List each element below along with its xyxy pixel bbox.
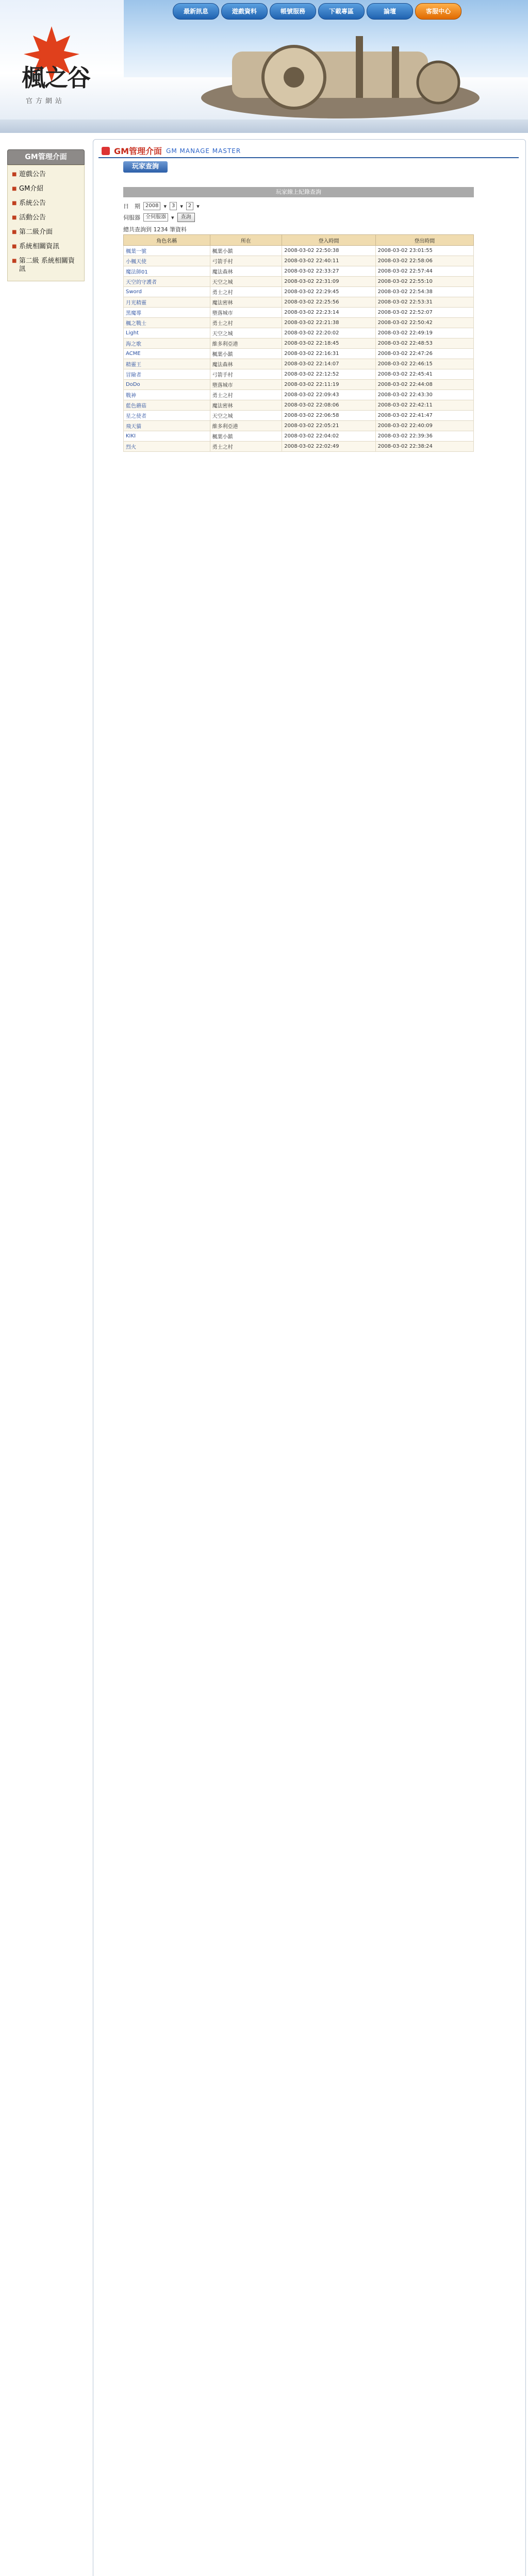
location-cell: 楓葉小鎮 — [210, 246, 282, 256]
character-name-cell[interactable]: 海之歌 — [124, 338, 210, 349]
sidebar-item-announcements[interactable] — [8, 167, 84, 182]
character-name-cell[interactable]: 精靈王 — [124, 359, 210, 369]
logo-subtitle: 官方網站 — [26, 97, 65, 105]
sidebar-item-label: 系統相關資訊 — [19, 243, 60, 250]
divider — [98, 157, 519, 158]
login-time-cell: 2008-03-02 22:02:49 — [282, 442, 375, 452]
table-header-row — [124, 235, 474, 246]
site-logo[interactable] — [15, 23, 113, 106]
results-table — [123, 234, 474, 452]
main-header — [102, 145, 241, 157]
sidebar-item-events[interactable] — [8, 211, 84, 225]
login-time-cell: 2008-03-02 22:14:07 — [282, 359, 375, 369]
character-name-cell[interactable]: 天空的守護者 — [124, 277, 210, 287]
logout-time-cell: 2008-03-02 22:45:41 — [375, 369, 473, 380]
login-time-cell: 2008-03-02 22:16:31 — [282, 349, 375, 359]
sidebar-item-second-system-info[interactable] — [8, 254, 84, 277]
airship-illustration — [170, 21, 490, 124]
logout-time-cell: 2008-03-02 22:54:38 — [375, 287, 473, 297]
sidebar-item-second-level[interactable] — [8, 225, 84, 240]
location-cell: 魔法森林 — [210, 266, 282, 277]
character-name-cell[interactable]: KIKI — [124, 431, 210, 442]
character-name-cell[interactable]: 楓之戰士 — [124, 318, 210, 328]
login-time-cell: 2008-03-02 22:06:58 — [282, 411, 375, 421]
location-cell: 弓箭手村 — [210, 369, 282, 380]
server-row — [123, 212, 474, 223]
login-time-cell: 2008-03-02 22:29:45 — [282, 287, 375, 297]
logout-time-cell: 2008-03-02 22:43:30 — [375, 390, 473, 400]
sidebar-item-label: 活動公告 — [19, 214, 46, 222]
logout-time-cell: 2008-03-02 22:46:15 — [375, 359, 473, 369]
location-cell: 勇士之村 — [210, 287, 282, 297]
location-cell: 天空之城 — [210, 277, 282, 287]
character-name-cell[interactable]: ACME — [124, 349, 210, 359]
year-select[interactable]: 2008 — [143, 202, 160, 210]
login-time-cell: 2008-03-02 22:25:56 — [282, 297, 375, 308]
logout-time-cell: 2008-03-02 22:50:42 — [375, 318, 473, 328]
bullet-icon: ■ — [12, 200, 17, 206]
character-name-cell[interactable]: DoDo — [124, 380, 210, 390]
query-bar-title: 玩家線上紀錄查詢 — [123, 187, 474, 197]
login-time-cell: 2008-03-02 22:50:38 — [282, 246, 375, 256]
location-cell: 勇士之村 — [210, 390, 282, 400]
sidebar-title: GM管理介面 — [7, 149, 85, 165]
table-row — [124, 359, 474, 369]
logout-time-cell: 2008-03-02 22:40:09 — [375, 421, 473, 431]
table-row — [124, 400, 474, 411]
table-row — [124, 369, 474, 380]
character-name-cell[interactable]: 冒險者 — [124, 369, 210, 380]
location-cell: 天空之城 — [210, 411, 282, 421]
character-name-cell[interactable]: 星之使者 — [124, 411, 210, 421]
bullet-icon: ■ — [12, 186, 17, 192]
character-name-cell[interactable]: 黑魔導 — [124, 308, 210, 318]
nav-download[interactable]: 下載專區 — [318, 3, 365, 20]
sidebar-item-system-info[interactable] — [8, 240, 84, 254]
logout-time-cell: 2008-03-02 22:47:26 — [375, 349, 473, 359]
server-select[interactable]: 全伺服器 — [143, 213, 168, 222]
sidebar-item-gm-intro[interactable] — [8, 182, 84, 196]
date-label: 日 期 — [123, 203, 140, 210]
logout-time-cell: 2008-03-02 22:41:47 — [375, 411, 473, 421]
login-time-cell: 2008-03-02 22:09:43 — [282, 390, 375, 400]
table-row — [124, 318, 474, 328]
table-row — [124, 390, 474, 400]
character-name-cell[interactable]: Light — [124, 328, 210, 338]
login-time-cell: 2008-03-02 22:11:19 — [282, 380, 375, 390]
table-row — [124, 256, 474, 266]
chevron-down-icon[interactable]: ▾ — [196, 202, 200, 210]
column-header[interactable]: 角色名稱 — [124, 235, 210, 246]
table-row — [124, 308, 474, 318]
login-time-cell: 2008-03-02 22:12:52 — [282, 369, 375, 380]
location-cell: 楓葉小鎮 — [210, 431, 282, 442]
main-panel — [93, 139, 526, 2576]
logo-text: 楓之谷 — [22, 64, 90, 92]
character-name-cell[interactable]: 戰神 — [124, 390, 210, 400]
sidebar-item-label: 第二級介面 — [19, 228, 53, 236]
location-cell: 維多利亞港 — [210, 338, 282, 349]
location-cell: 魔法密林 — [210, 297, 282, 308]
location-cell: 維多利亞港 — [210, 421, 282, 431]
server-label: 伺服器 — [123, 214, 140, 221]
location-cell: 楓葉小鎮 — [210, 349, 282, 359]
location-cell: 勇士之村 — [210, 442, 282, 452]
logout-time-cell: 2008-03-02 22:55:10 — [375, 277, 473, 287]
logout-time-cell: 2008-03-02 23:01:55 — [375, 246, 473, 256]
location-cell: 弓箭手村 — [210, 256, 282, 266]
table-row — [124, 380, 474, 390]
location-cell: 魔法密林 — [210, 400, 282, 411]
logout-time-cell: 2008-03-02 22:44:08 — [375, 380, 473, 390]
nav-account[interactable]: 帳號服務 — [270, 3, 316, 20]
logout-time-cell: 2008-03-02 22:48:53 — [375, 338, 473, 349]
table-row — [124, 442, 474, 452]
logout-time-cell: 2008-03-02 22:39:36 — [375, 431, 473, 442]
login-time-cell: 2008-03-02 22:23:14 — [282, 308, 375, 318]
column-header[interactable]: 登入時間 — [282, 235, 375, 246]
logout-time-cell: 2008-03-02 22:53:31 — [375, 297, 473, 308]
logout-time-cell: 2008-03-02 22:52:07 — [375, 308, 473, 318]
month-select[interactable]: 3 — [170, 202, 177, 210]
column-header[interactable]: 登出時間 — [375, 235, 473, 246]
login-time-cell: 2008-03-02 22:31:09 — [282, 277, 375, 287]
location-cell: 勇士之村 — [210, 318, 282, 328]
chevron-down-icon[interactable]: ▾ — [163, 202, 167, 210]
column-header[interactable]: 所在 — [210, 235, 282, 246]
login-time-cell: 2008-03-02 22:33:27 — [282, 266, 375, 277]
logout-time-cell: 2008-03-02 22:58:06 — [375, 256, 473, 266]
result-count: 總共查詢到 1234 筆資料 — [123, 226, 187, 233]
login-time-cell: 2008-03-02 22:20:02 — [282, 328, 375, 338]
sidebar-item-label: 遊戲公告 — [19, 171, 46, 178]
login-time-cell: 2008-03-02 22:18:45 — [282, 338, 375, 349]
table-row — [124, 349, 474, 359]
character-name-cell[interactable]: 小楓天使 — [124, 256, 210, 266]
nav-support[interactable]: 客服中心 — [415, 3, 461, 20]
chevron-down-icon[interactable]: ▾ — [171, 214, 174, 221]
character-name-cell[interactable]: 飛天貓 — [124, 421, 210, 431]
character-name-cell[interactable]: 魔法師01 — [124, 266, 210, 277]
bullet-icon: ■ — [12, 229, 17, 235]
location-cell: 天空之城 — [210, 328, 282, 338]
character-name-cell[interactable]: Sword — [124, 287, 210, 297]
login-time-cell: 2008-03-02 22:08:06 — [282, 400, 375, 411]
table-row — [124, 277, 474, 287]
table-row — [124, 287, 474, 297]
bullet-icon: ■ — [12, 258, 17, 264]
table-row — [124, 266, 474, 277]
table-body — [124, 246, 474, 452]
character-name-cell[interactable]: 烈火 — [124, 442, 210, 452]
sidebar — [7, 149, 85, 281]
submit-button[interactable]: 查詢 — [177, 213, 195, 222]
query-form — [123, 200, 474, 223]
sidebar-item-label: 系統公告 — [19, 199, 46, 207]
logout-time-cell: 2008-03-02 22:49:19 — [375, 328, 473, 338]
main-title: GM管理介面 — [114, 146, 162, 156]
table-row — [124, 411, 474, 421]
gm-icon — [102, 147, 110, 155]
login-time-cell: 2008-03-02 22:05:21 — [282, 421, 375, 431]
sidebar-item-label: GM介紹 — [19, 185, 44, 193]
nav-game-info[interactable]: 遊戲資料 — [221, 3, 268, 20]
table-row — [124, 246, 474, 256]
location-cell: 墮落城市 — [210, 308, 282, 318]
login-time-cell: 2008-03-02 22:04:02 — [282, 431, 375, 442]
table-row — [124, 421, 474, 431]
bullet-icon: ■ — [12, 244, 17, 249]
logout-time-cell: 2008-03-02 22:57:44 — [375, 266, 473, 277]
nav-forum[interactable]: 論壇 — [367, 3, 413, 20]
sidebar-item-label: 第二級 系統相關資訊 — [19, 257, 75, 273]
sidebar-item-system-notice[interactable] — [8, 196, 84, 211]
nav-news[interactable]: 最新訊息 — [173, 3, 219, 20]
header-floor — [0, 120, 528, 133]
character-name-cell[interactable]: 月光精靈 — [124, 297, 210, 308]
day-select[interactable]: 2 — [186, 202, 193, 210]
login-time-cell: 2008-03-02 22:40:11 — [282, 256, 375, 266]
bullet-icon: ■ — [12, 215, 17, 221]
bullet-icon: ■ — [12, 172, 17, 177]
location-cell: 墮落城市 — [210, 380, 282, 390]
logout-time-cell: 2008-03-02 22:38:24 — [375, 442, 473, 452]
table-row — [124, 297, 474, 308]
location-cell: 魔法森林 — [210, 359, 282, 369]
tab-player-query[interactable]: 玩家查詢 — [123, 161, 168, 173]
table-row — [124, 431, 474, 442]
chevron-down-icon[interactable]: ▾ — [180, 202, 183, 210]
site-header — [0, 0, 528, 133]
character-name-cell[interactable]: 楓葉一號 — [124, 246, 210, 256]
sidebar-list — [7, 165, 85, 281]
logout-time-cell: 2008-03-02 22:42:11 — [375, 400, 473, 411]
table-row — [124, 338, 474, 349]
table-row — [124, 328, 474, 338]
top-nav — [173, 3, 461, 22]
login-time-cell: 2008-03-02 22:21:38 — [282, 318, 375, 328]
main-title-en: GM MANAGE MASTER — [166, 147, 241, 155]
date-row — [123, 200, 474, 212]
character-name-cell[interactable]: 藍色蘑菇 — [124, 400, 210, 411]
